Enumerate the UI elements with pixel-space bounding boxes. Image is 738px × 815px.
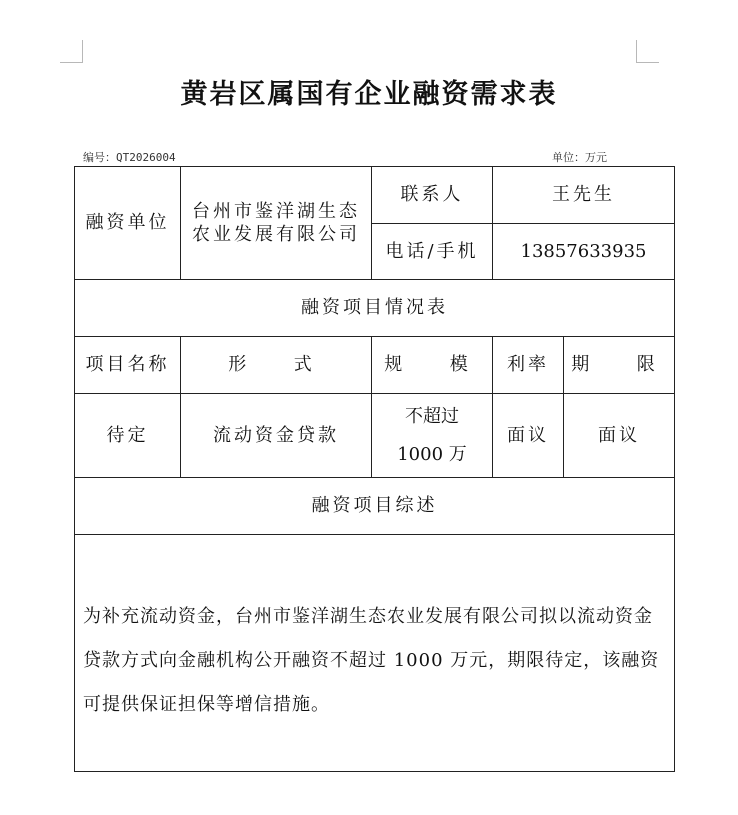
- cell-scale: 不超过1000 万: [372, 394, 493, 478]
- column-header-form: 形 式: [181, 337, 372, 394]
- column-header-project-name: 项目名称: [75, 337, 181, 394]
- unit-label: 单位：万元: [552, 151, 607, 164]
- cell-form: 流动资金贷款: [181, 394, 372, 478]
- project-section-header: 融资项目情况表: [75, 280, 675, 337]
- document-title: 黄岩区属国有企业融资需求表: [180, 79, 558, 110]
- contact-label: 联系人: [372, 167, 493, 224]
- cell-term: 面议: [564, 394, 675, 478]
- summary-text: 为补充流动资金，台州市鉴洋湖生态农业发展有限公司拟以流动资金贷款方式向金融机构公开融资不超过 1000 万元，期限待定，该融资可提供保证担保等增信措施。: [75, 535, 675, 772]
- financing-demand-table: [74, 166, 675, 772]
- page-corner-mark-right: [636, 40, 659, 63]
- phone-value: 13857633935: [493, 224, 675, 280]
- serial-number: 编号：QT2026004: [83, 151, 176, 164]
- summary-section-header: 融资项目综述: [75, 478, 675, 535]
- page-corner-mark-left: [60, 40, 83, 63]
- financing-unit-label: 融资单位: [75, 167, 181, 280]
- column-header-scale: 规 模: [372, 337, 493, 394]
- company-name: 台州市鉴洋湖生态农业发展有限公司: [181, 167, 372, 280]
- column-header-term: 期 限: [564, 337, 675, 394]
- cell-project-name: 待定: [75, 394, 181, 478]
- column-header-rate: 利率: [493, 337, 564, 394]
- phone-label: 电话/手机: [372, 224, 493, 280]
- contact-value: 王先生: [493, 167, 675, 224]
- cell-rate: 面议: [493, 394, 564, 478]
